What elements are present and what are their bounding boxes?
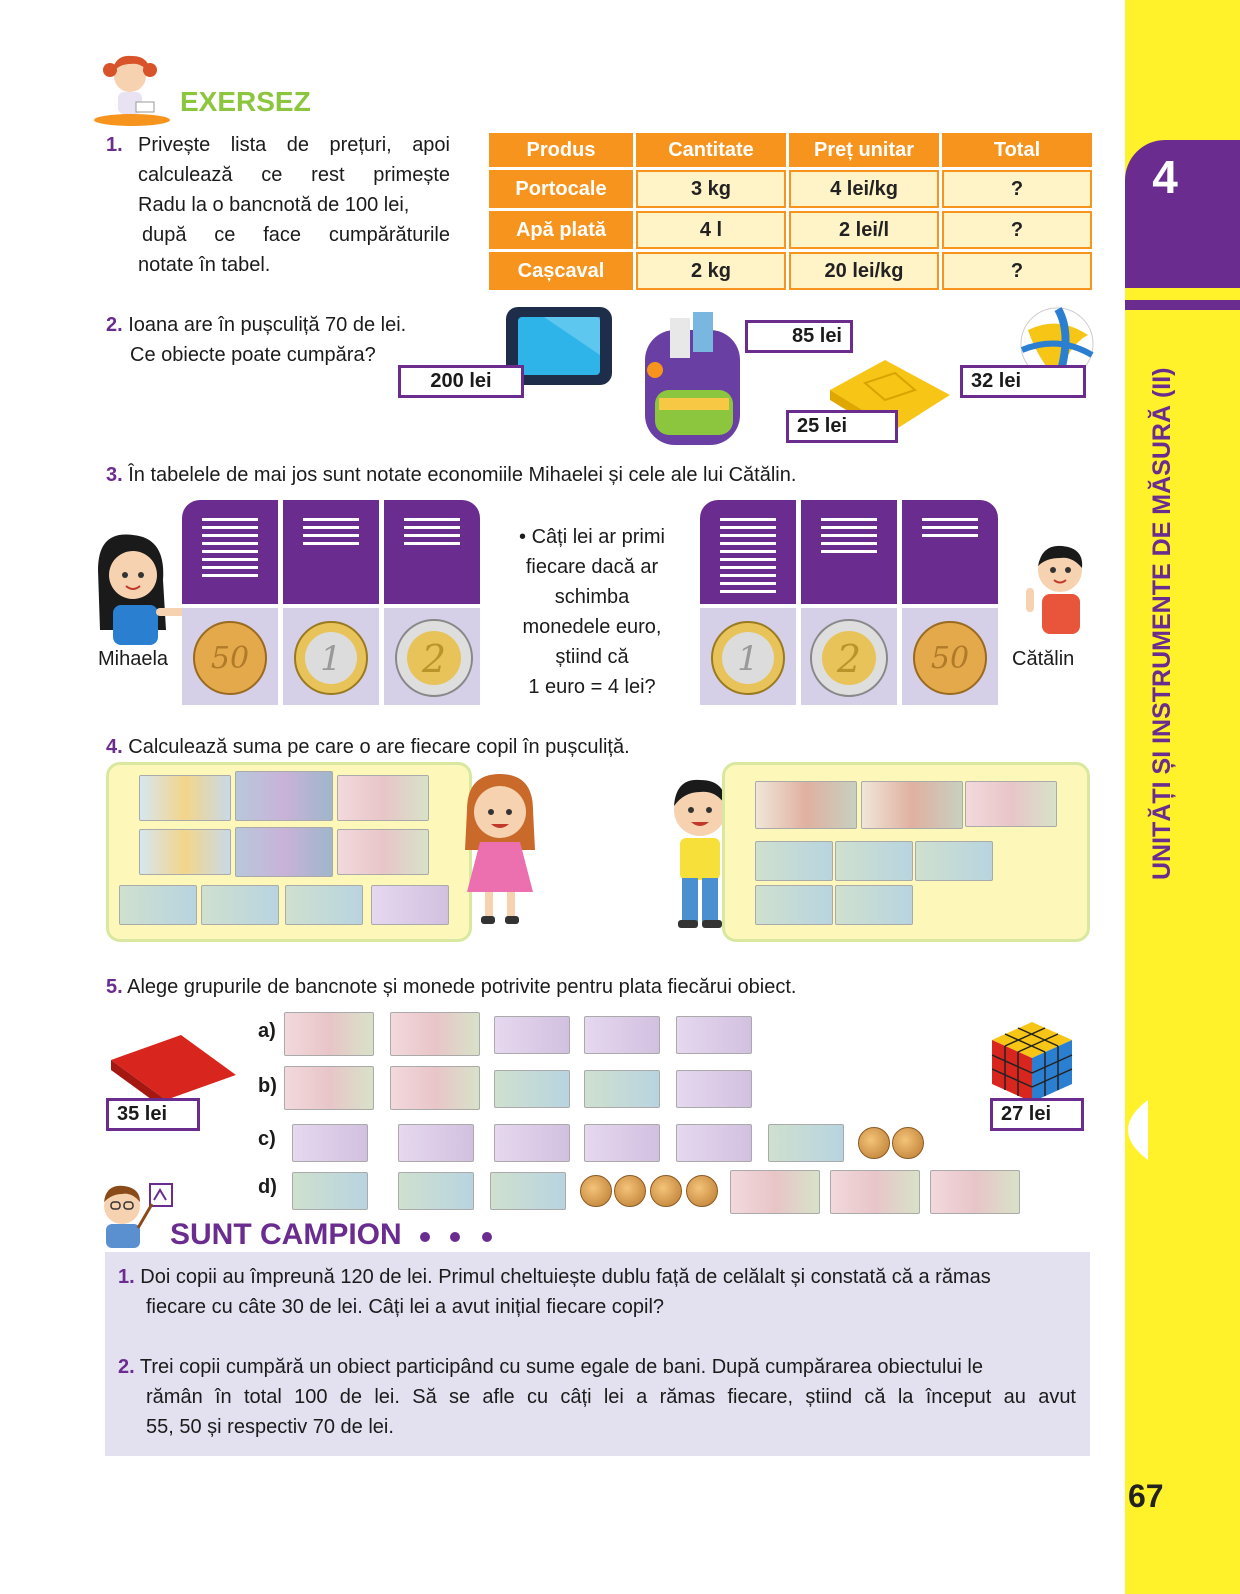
column-header [283,500,379,604]
banknote-200-lei [755,781,857,829]
banknote-5-lei [835,841,913,881]
writing-lines [303,518,359,550]
table-header: Cantitate [636,133,786,167]
boy-catalin-icon [1012,538,1092,648]
ex3-question: • Câți lei ar primi fiecare dacă ar schimba monedele euro, știind că 1 euro = 4 lei? [519,526,665,698]
coin-2-euro-icon [394,618,474,698]
table-header: Preț unitar [789,133,939,167]
price-tag-rubik-cube: 27 lei [990,1098,1084,1131]
banknote-5-lei [119,885,197,925]
table-row [489,252,1092,290]
svg-text:50: 50 [210,641,250,676]
boy-money-panel [722,762,1090,942]
writing-lines [922,518,978,542]
coin-50-bani [580,1175,612,1207]
table-cell: ? [942,211,1092,249]
coin-50-cent-icon [192,620,268,696]
coin-1-euro-icon [710,620,786,696]
table-cell: Portocale [489,170,633,208]
price-table [486,130,1095,293]
ex1-text: Privește lista de prețuri, apoi calculează ce rest primește Radu la o bancnotă de 100 lei, după ce face cumpărăturile notate în tabel. [138,134,450,276]
banknote-1-leu [292,1124,368,1162]
table-cell: Cașcaval [489,252,633,290]
girl-money-panel [106,762,472,942]
boy-pointer-icon [94,1180,174,1252]
sidebar-divider [1125,300,1240,310]
banknote-10-lei [730,1170,820,1214]
table-header: Total [942,133,1092,167]
table-cell: 3 kg [636,170,786,208]
price-tag-ball: 32 lei [960,365,1086,398]
writing-lines [202,518,258,582]
svg-text:1: 1 [737,639,759,679]
banknote-200-lei [861,781,963,829]
banknote-5-lei [494,1070,570,1108]
coin-50-bani [892,1127,924,1159]
banknote-1-leu [676,1124,752,1162]
name-catalin: Cătălin [1012,648,1075,670]
banknote-50-lei [235,771,333,821]
coin-2-euro-icon [809,618,889,698]
price-tag-red-book: 35 lei [106,1098,200,1131]
coin-50-cent-icon [912,620,988,696]
banknote-1-leu [494,1016,570,1054]
banknote-10-lei [965,781,1057,827]
table-cell: 2 kg [636,252,786,290]
ex2-text: 2. Ioana are în pușculiță 70 de lei. Ce obiecte poate cumpăra? [106,314,407,366]
banknote-10-lei [930,1170,1020,1214]
table-row [489,170,1092,208]
table-cell: 20 lei/kg [789,252,939,290]
banknote-10-lei [284,1012,374,1056]
banknote-5-lei [201,885,279,925]
catalin-coin-table [700,500,998,705]
banknote-10-lei [337,829,429,875]
banknote-1-leu [494,1124,570,1162]
backpack-icon [625,310,755,450]
banknote-1-leu [676,1016,752,1054]
section-title-sunt-campion: SUNT CAMPION [170,1218,402,1251]
svg-text:1: 1 [320,639,342,679]
title-dot [450,1232,460,1242]
option-b-label: b) [258,1075,277,1097]
campion-problem-1: 1. Doi copii au împreună 120 de lei. Primul cheltuiește dublu față de celălalt și constată că a rămas fiecare cu câte 30 de lei. Câți lei a avut inițial fiecare copil? [118,1266,991,1318]
table-cell: 2 lei/l [789,211,939,249]
option-a-label: a) [258,1020,276,1042]
coin-50-bani [858,1127,890,1159]
ex3-text: 3. În tabelele de mai jos sunt notate economiile Mihaelei și cele ale lui Cătălin. [106,464,797,486]
svg-text:50: 50 [930,641,970,676]
banknote-10-lei [284,1066,374,1110]
banknote-5-lei [768,1124,844,1162]
banknote-10-lei [139,829,231,875]
coin-50-bani [614,1175,646,1207]
banknote-5-lei [285,885,363,925]
banknote-50-lei [235,827,333,877]
table-cell: 4 lei/kg [789,170,939,208]
banknote-1-leu [676,1070,752,1108]
chapter-title: UNITĂȚI ȘI INSTRUMENTE DE MĂSURĂ (II) [1148,367,1176,880]
banknote-10-lei [390,1066,480,1110]
banknote-5-lei [915,841,993,881]
banknote-1-leu [584,1016,660,1054]
campion-problem-2: 2. Trei copii cumpără un obiect participând cu sume egale de bani. După cumpărarea obiectului le rămân în total 100 de lei. Să se afle cu câți lei a rămas fiecare, știind că la început au avut 55, 50 și respectiv 70 de lei. [118,1356,1076,1438]
banknote-10-lei [139,775,231,821]
coin-1-euro-icon [293,620,369,696]
ex4-text: 4. Calculează suma pe care o are fiecare copil în pușculiță. [106,736,630,758]
coin-50-bani [686,1175,718,1207]
column-header [902,500,998,604]
banknote-5-lei [835,885,913,925]
rubik-cube-icon [988,1018,1076,1106]
coin-50-bani [650,1175,682,1207]
red-book-icon [106,1030,241,1105]
writing-lines [404,518,460,550]
girl-mihaela-icon [88,530,188,650]
table-header: Produs [489,133,633,167]
banknote-1-leu [371,885,449,925]
table-cell: 4 l [636,211,786,249]
price-tag-backpack: 85 lei [745,320,853,353]
option-d-label: d) [258,1176,277,1198]
svg-text:2: 2 [421,637,447,681]
banknote-5-lei [755,841,833,881]
chapter-number: 4 [1152,151,1178,203]
column-header [384,500,480,604]
sidebar-curve [1108,1100,1148,1160]
name-mihaela: Mihaela [98,648,169,670]
banknote-1-leu [584,1124,660,1162]
ex1-number: 1. [106,134,123,156]
chapter-sidebar [1125,0,1240,1594]
price-tag-tablet: 200 lei [398,365,524,398]
page-number: 67 [1128,1478,1164,1514]
ex5-text: 5. Alege grupurile de bancnote și monede potrivite pentru plata fiecărui obiect. [106,976,797,998]
writing-lines [821,518,877,558]
banknote-5-lei [755,885,833,925]
table-header-row [489,133,1092,167]
mihaela-coin-table [182,500,480,705]
banknote-5-lei [398,1172,474,1210]
banknote-5-lei [490,1172,566,1210]
banknote-10-lei [337,775,429,821]
table-cell: ? [942,170,1092,208]
banknote-10-lei [390,1012,480,1056]
banknote-5-lei [292,1172,368,1210]
title-dot [420,1232,430,1242]
title-dot [482,1232,492,1242]
option-c-label: c) [258,1128,276,1150]
table-cell: ? [942,252,1092,290]
banknote-1-leu [398,1124,474,1162]
banknote-5-lei [584,1070,660,1108]
banknote-10-lei [830,1170,920,1214]
writing-lines [720,518,776,598]
svg-text:2: 2 [836,637,862,681]
price-tag-book: 25 lei [786,410,898,443]
table-row [489,211,1092,249]
section-title-exersez: EXERSEZ [180,86,311,117]
girl-standing-icon [455,770,545,930]
table-cell: Apă plată [489,211,633,249]
girl-writing-icon [92,48,172,128]
